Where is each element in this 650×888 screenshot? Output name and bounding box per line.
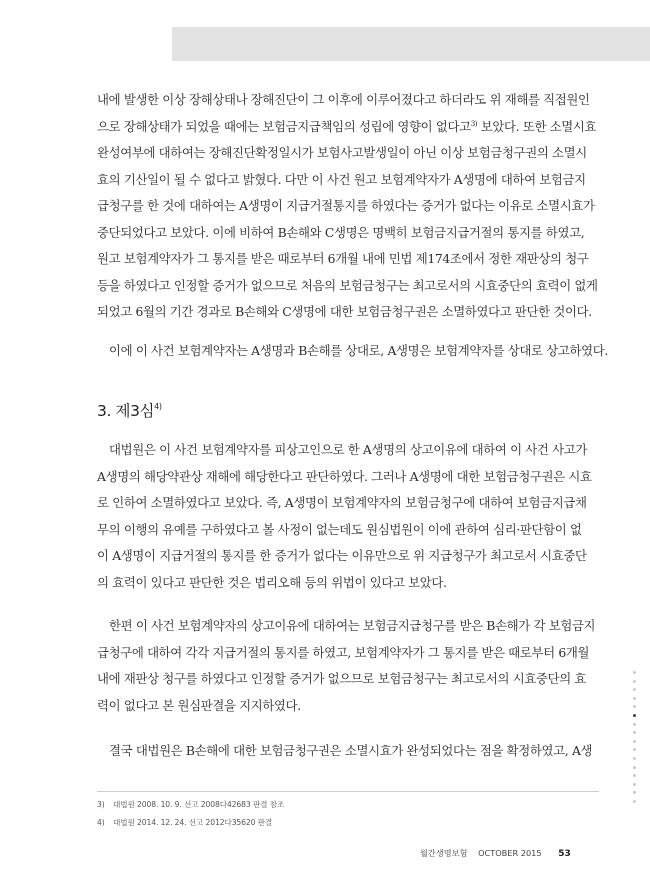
footnote-ref-3[interactable]: 3) [470, 119, 478, 128]
section-heading: 3. 제3심$^{4)}$ [97, 402, 162, 420]
header-bar [172, 27, 650, 61]
text-line: 되었고 6월의 기간 경과로 B손해와 C생명에 대한 보험금청구권은 소멸하였다고 판단한 것이다. [97, 304, 592, 319]
page-nav-dot[interactable] [633, 723, 636, 726]
page-nav-dot[interactable] [633, 688, 636, 691]
text-line: 대법원은 이 사건 보험계약자를 피상고인으로 한 A생명의 상고이유에 대하여 이 사건 사고가 [109, 442, 587, 457]
text-line: 의 효력이 있다고 판단한 것은 법리오해 등의 위법이 있다고 보았다. [97, 574, 447, 590]
page-nav-dot[interactable] [633, 705, 636, 708]
page-nav-dot[interactable] [633, 740, 636, 743]
body-paragraph-5 [97, 738, 599, 765]
footnote-3: 3) 대법원 2008. 10. 9. 선고 2008다42683 판결 참조 [97, 800, 285, 809]
text-line: 내에 재판상 청구를 하였다고 인정할 증거가 없으므로 보험금청구는 최고로서의 시효중단의 효 [97, 671, 587, 686]
text-line: 급청구에 대하여 각각 지급거절의 통지를 하였고, 보험계약자가 그 통지를 받은 때로부터 6개월 [97, 644, 590, 660]
body-paragraph-2 [97, 338, 608, 365]
text-line: 로 인하여 소멸하였다고 보았다. 즉, A생명이 보험계약자의 보험금청구에 대하여 보험금지급채 [97, 495, 587, 510]
page-nav-dot[interactable] [633, 783, 636, 786]
body-paragraph-3 [97, 437, 599, 596]
page-nav-dots [632, 671, 638, 809]
page-nav-dot[interactable] [633, 680, 636, 683]
page-nav-dot[interactable] [633, 714, 636, 717]
text-line: 이에 이 사건 보험계약자는 A생명과 B손해를 상대로, A생명은 보험계약자를 상대로 상고하였다. [109, 343, 608, 358]
text-line: 이 A생명이 지급거절의 통지를 한 증거가 없다는 이유만으로 위 지급청구가 최고로서 시효중단 [97, 548, 587, 563]
page-nav-dot[interactable] [633, 731, 636, 734]
body-paragraph-4 [97, 613, 599, 719]
text-line: 력이 없다고 본 원심판결을 지지하였다. [97, 697, 301, 713]
text-line: 으로 장해상태가 되었을 때에는 보험금지급책임의 성립에 영향이 없다고$^{3)}$ 보았다. 또한 소멸시효 [97, 118, 597, 134]
footnote-divider [97, 791, 599, 792]
text-line: 중단되었다고 보았다. 이에 비하여 B손해와 C생명은 명백히 보험금지급거절의 통지를 하였고, [97, 224, 585, 240]
text-line: 결국 대법원은 B손해에 대한 보험금청구권은 소멸시효가 완성되었다는 점을 확정하였고, A생 [109, 743, 593, 758]
text-line: 완성여부에 대하여는 장해진단확정일시가 보험사고발생일이 아닌 이상 보험금청구권의 소멸시 [97, 145, 587, 160]
text-line: A생명의 해당약관상 재해에 해당한다고 판단하였다. 그러나 A생명에 대한 보험금청구권은 시효 [97, 468, 592, 484]
page-nav-dot[interactable] [633, 671, 636, 674]
page-nav-dot[interactable] [633, 697, 636, 700]
text-line: 한편 이 사건 보험계약자의 상고이유에 대하여는 보험금지급청구를 받은 B손해가 각 보험금지 [109, 618, 596, 633]
page-nav-dot[interactable] [633, 774, 636, 777]
footnote-4: 4) 대법원 2014. 12. 24. 선고 2012다35620 판결 [97, 818, 273, 827]
issue-label: OCTOBER 2015 [478, 848, 542, 858]
footnote-ref-4[interactable]: 4) [154, 402, 162, 411]
text-line: 원고 보험계약자가 그 통지를 받은 때로부터 6개월 내에 민법 제174조에서 정한 재판상의 청구 [97, 251, 589, 266]
text-line: 무의 이행의 유예를 구하였다고 볼 사정이 없는데도 원심법원이 이에 관하여 심리·판단함이 없 [97, 521, 582, 537]
text-line: 등을 하였다고 인정할 증거가 없으므로 처음의 보험금청구는 최고로서의 시효중단의 효력이 없게 [97, 277, 598, 293]
page-nav-dot[interactable] [633, 757, 636, 760]
text-line: 내에 발생한 이상 장해상태나 장해진단이 그 이후에 이루어졌다고 하더라도 위 재해를 직접원인 [97, 92, 590, 107]
page-nav-dot[interactable] [633, 791, 636, 794]
page-nav-dot[interactable] [633, 766, 636, 769]
text-line: 효의 기산일이 될 수 없다고 밝혔다. 다만 이 사건 원고 보험계약자가 A생명에 대하여 보험금지 [97, 171, 586, 187]
body-paragraph-1 [97, 87, 599, 326]
text-line: 급청구를 한 것에 대하여는 A생명이 지급거절통지를 하였다는 증거가 없다는 이유로 소멸시효가 [97, 198, 595, 213]
page-nav-dot[interactable] [633, 748, 636, 751]
page-number: 53 [558, 849, 571, 859]
magazine-name: 월간생명보험 [420, 848, 468, 858]
page-nav-dot[interactable] [633, 800, 636, 803]
page-footer [420, 848, 571, 859]
